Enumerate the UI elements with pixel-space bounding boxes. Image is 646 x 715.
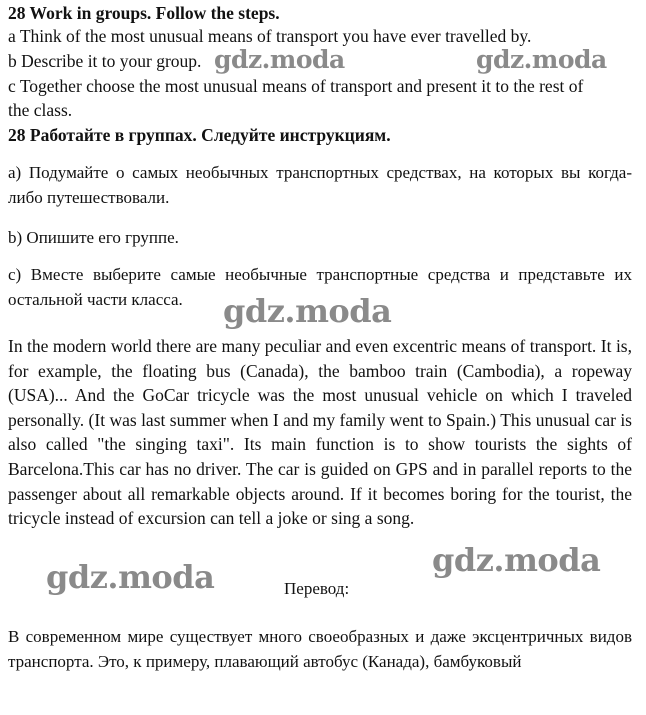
task-step-a-ru: а) Подумайте о самых необычных транспортных средствах, на которых вы когда-либо путешествовали. [8, 163, 632, 207]
translation-label: Перевод: [284, 579, 350, 598]
task-step-c-ru: с) Вместе выберите самые необычные транспортные средства и представьте их остальной части класса. [8, 265, 632, 309]
task-step-c-en-line2: the class. [8, 100, 73, 120]
task-step-b-en: b Describe it to your group. [8, 51, 202, 71]
translation-text: В современном мире существует много своеобразных и даже эксцентричных видов транспорта. Это, к примеру, плавающий автобус (Канада), бамбуковый [8, 627, 632, 671]
watermark-logo: gdz.moda [214, 45, 345, 74]
watermark-logo: gdz.moda [46, 558, 215, 596]
watermark-logo: gdz.moda [432, 541, 601, 579]
task-title-ru: 28 Работайте в группах. Следуйте инструкциям. [8, 125, 391, 145]
task-step-b-ru: b) Опишите его группе. [8, 228, 179, 247]
task-step-c-en-line1: c Together choose the most unusual means of transport and present it to the rest of [8, 76, 584, 96]
task-title-en: 28 Work in groups. Follow the steps. [8, 3, 280, 23]
answer-text: In the modern world there are many peculiar and even excentric means of transport. It is, for example, the floating bus (Canada), the bamboo train (Cambodia), a ropeway (USA)... And the GoCar tricycle was the most unusual vehicle on which I traveled personally. (It was last summer when I and my family went to Spain.) This unusual car is also called "the singing taxi". Its main function is to show tourists the sights of Barcelona.This car has no driver. The car is guided on GPS and in parallel reports to the passenger about all remarkable objects around. If it becomes boring for the tourist, the tricycle instead of excursion can tell a joke or sing a song. [8, 336, 632, 529]
watermark-logo: gdz.moda [476, 45, 607, 74]
task-step-a-en: a Think of the most unusual means of transport you have ever travelled by. [8, 26, 532, 46]
watermark-logo: gdz.moda [223, 292, 392, 330]
